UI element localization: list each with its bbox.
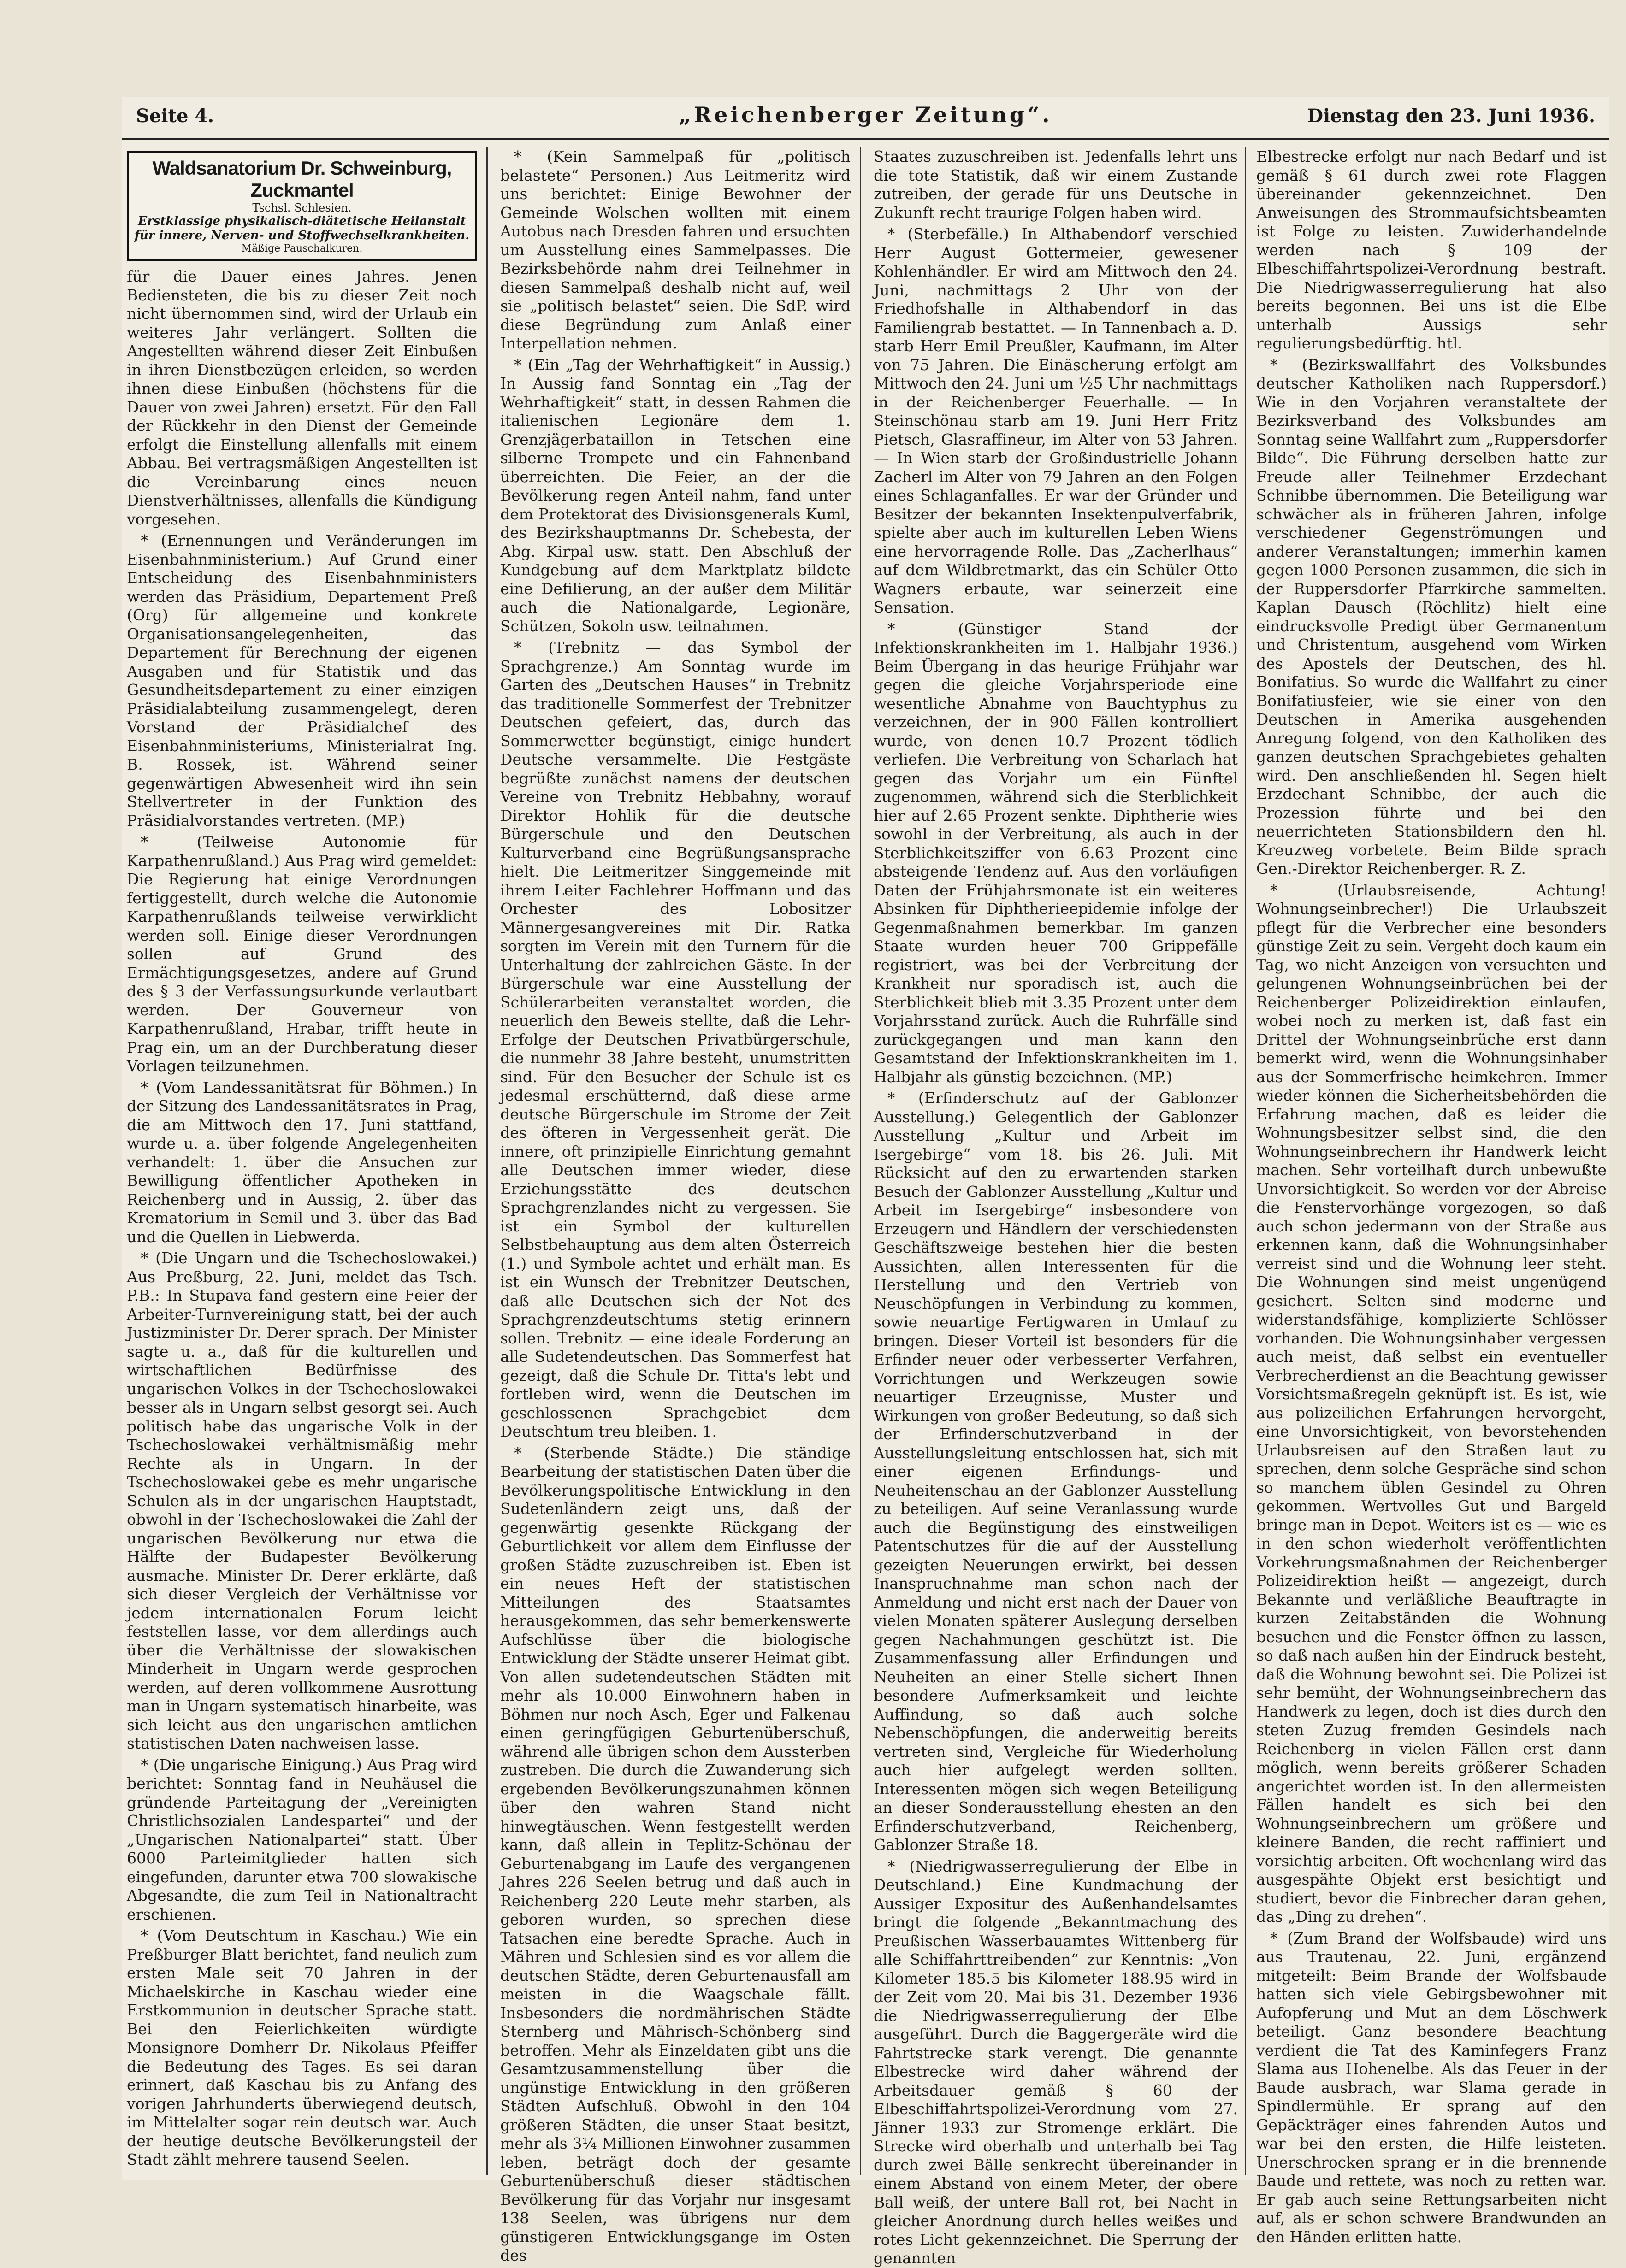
newspaper-title: „Reichenberger Zeitung“.	[679, 102, 1052, 127]
article-paragraph: * (Die Ungarn und die Tschechoslowakei.) Aus Preßburg, 22. Juni, meldet das Tsch. P.B.: In Stupava fand gestern eine Feier der Arbeiter-Turnvereinigung statt, bei der auch Justizminister Dr. Derer sprach. Der Minister sagte u. a., daß für die kulturellen und wirtschaftlichen Bedürfnisse des ungarischen Volkes in der Tschechoslowakei besser als in Ungarn selbst gesorgt sei. Auch politisch habe das ungarische Volk in der Tschechoslowakei verhältnismäßig mehr Rechte als in Ungarn. In der Tschechoslowakei gebe es mehr ungarische Schulen als in der ungarischen Hauptstadt, obwohl in der Tschechoslowakei die Zahl der ungarischen Bevölkerung nur etwa die Hälfte der Budapester Bevölkerung ausmache. Minister Dr. Derer erklärte, daß sich dieser Vergleich der Verhältnisse vor jedem internationalen Forum leicht feststellen lasse, vor dem allerdings auch über die Verhältnisse der slowakischen Minderheit in Ungarn werde gesprochen werden, auf deren vollkommene Ausrottung man in Ungarn systematisch hinarbeite, was sich leicht aus den ungarischen amtlichen statistischen Daten nachweisen lasse.	[127, 1249, 477, 1752]
article-paragraph: * (Vom Deutschtum in Kaschau.) Wie ein Preßburger Blatt berichtet, fand neulich zum ersten Male seit 70 Jahren in der Michaelskirche in Kaschau wieder eine Erstkommunion in deutscher Sprache statt. Bei den Feierlichkeiten würdigte Monsignore Domherr Dr. Nikolaus Pfeiffer die Bedeutung des Tages. Es sei daran erinnert, daß Kaschau bis zu Anfang des vorigen Jahrhunderts überwiegend deutsch, im Mittelalter sogar rein deutsch war. Auch der heutige deutsche Bevölkerungsteil der Stadt zählt mehrere tausend Seelen.	[127, 1926, 477, 2168]
page-number: Seite 4.	[136, 105, 214, 127]
ad-description: Erstklassige physikalisch-diätetische Heilanstalt für innere, Nerven- und Stoffwechselkrankheiten.	[134, 214, 470, 242]
article-paragraph: * (Die ungarische Einigung.) Aus Prag wird berichtet: Sonntag fand in Neuhäusel die gründende Parteitagung der „Vereinigten Christlichsozialen Landespartei“ und der „Ungarischen Nationalpartei“ statt. Über 6000 Parteimitglieder hatten sich eingefunden, darunter etwa 700 slowakische Abgesandte, die zum Teil in Nationaltracht erschienen.	[127, 1755, 477, 1923]
article-paragraph: * (Vom Landessanitätsrat für Böhmen.) In der Sitzung des Landessanitätsrates in Prag, die am Mittwoch den 17. Juni stattfand, wurde u. a. über folgende Angelegenheiten verhandelt: 1. über die Ansuchen zur Bewilligung öffentlicher Apotheken in Reichenberg und in Aussig, 2. über das Krematorium in Semil und 3. über das Bad und die Quellen in Liebwerda.	[127, 1078, 477, 1246]
article-paragraph: * (Niedrigwasserregulierung der Elbe in Deutschland.) Eine Kundmachung der Aussiger Expositur des Außenhandelsamtes bringt die folgende „Bekanntmachung des Preußischen Wasserbauamtes Wittenberg für alle Schiffahrttreibenden“ zur Kenntnis: „Von Kilometer 185.5 bis Kilometer 188.95 wird in der Zeit vom 20. Mai bis 31. Dezember 1936 die Niedrigwasserregulierung der Elbe ausgeführt. Durch die Baggergeräte wird die Fahrtstrecke stark verengt. Die genannte Elbestrecke wird daher während der Arbeitsdauer gemäß § 60 der Elbeschiffahrtspolizei-Verordnung vom 27. Jänner 1933 zur Stromenge erklärt. Die Strecke wird oberhalb und unterhalb bei Tag durch zwei Bälle senkrecht übereinander in einem Abstand von einem Meter, der obere Ball weiß, der untere Ball rot, bei Nacht in gleicher Anordnung durch helles weißes und rotes Licht gekennzeichnet. Die Sperrung der genannten	[874, 1857, 1238, 2267]
column-1	[127, 147, 477, 2175]
article-paragraph: * (Ernennungen und Veränderungen im Eisenbahnministerium.) Auf Grund einer Entscheidung des Eisenbahnministers werden das Präsidium, Departement Preß (Org) für allgemeine und konkrete Organisationsangelegenheiten, das Departement für Berechnung der eigenen Ausgaben und für Statistik und das Gesundheitsdepartement zu einer einzigen Präsidialabteilung zusammengelegt, deren Vorstand der Präsidialchef des Eisenbahnministeriums, Ministerialrat Ing. B. Rossek, ist. Während seiner gegenwärtigen Abwesenheit wird ihn sein Stellvertreter in der Funktion des Präsidialvorstandes vertreten. (MP.)	[127, 531, 477, 830]
article-paragraph: * (Ein „Tag der Wehrhaftigkeit“ in Aussig.) In Aussig fand Sonntag ein „Tag der Wehrhaftigkeit“ statt, in dessen Rahmen die italienischen Legionäre dem 1. Grenzjägerbataillon in Tetschen eine silberne Trompete und ein Fahnenband überreichten. Die Feier, an der die Bevölkerung regen Anteil nahm, fand unter dem Protektorat des Divisionsgenerals Kuml, des Bezirkshauptmanns Dr. Schebesta, der Abg. Kirpal usw. statt. Den Abschluß der Kundgebung auf dem Marktplatz bildete eine Defilierung, an der außer dem Militär auch die Nationalgarde, Legionäre, Schützen, Sokoln usw. teilnahmen.	[500, 355, 851, 635]
article-paragraph: Staates zuzuschreiben ist. Jedenfalls lehrt uns die tote Statistik, daß wir einem Zustande zutreiben, der gerade für uns Deutsche in Zukunft recht traurige Folgen haben wird.	[874, 147, 1238, 222]
article-paragraph: * (Trebnitz — das Symbol der Sprachgrenze.) Am Sonntag wurde im Garten des „Deutschen Hauses“ in Trebnitz das traditionelle Sommerfest der Trebnitzer Deutschen gefeiert, das, durch das Sommerwetter begünstigt, einige hundert Deutsche versammelte. Die Festgäste begrüßte zunächst namens der deutschen Vereine von Trebnitz Hebbahny, worauf Direktor Hohlik für die deutsche Bürgerschule und den Deutschen Kulturverband eine Begrüßungsansprache hielt. Die Leitmeritzer Singgemeinde mit ihrem Leiter Fachlehrer Hoffmann und das Orchester des Lobositzer Männergesangvereines mit Dir. Ratka sorgten im Verein mit den Turnern für die Unterhaltung der zahlreichen Gäste. In der Bürgerschule war eine Ausstellung der Schülerarbeiten veranstaltet worden, die neuerlich den Beweis stellte, daß die Lehr-Erfolge der Deutschen Privatbürgerschule, die nunmehr 38 Jahre besteht, unumstritten sind. Für den Besucher der Schule ist es jedesmal erschütternd, daß diese arme deutsche Bürgerschule im Strome der Zeit des öfteren in Vergessenheit gerät. Die innere, oft prinzipielle Einrichtung gemahnt alle Deutschen immer wieder, diese Erziehungsstätte des deutschen Sprachgrenzlandes nicht zu vergessen. Sie ist ein Symbol der kulturellen Selbstbehauptung aus dem alten Österreich (1.) und Symbole achtet und erhält man. Es ist ein Wunsch der Trebnitzer Deutschen, daß alle Deutschen sich der Not des Sprachgrenzdeutschtums stetig erinnern sollen. Trebnitz — eine ideale Forderung an alle Sudetendeutschen. Das Sommerfest hat gezeigt, daß die Schule Dr. Titta's lebt und fortleben wird, wenn die Deutschen im geschlossenen Sprachgebiet dem Deutschtum treu bleiben. 1.	[500, 638, 851, 1440]
newspaper-page	[122, 97, 1609, 2267]
article-paragraph: Elbestrecke erfolgt nur nach Bedarf und ist gemäß § 61 durch zwei rote Flaggen übereinander gekennzeichnet. Den Anweisungen des Strommaufsichtsbeamten ist Folge zu leisten. Zuwiderhandelnde werden nach § 109 der Elbeschiffahrtspolizei-Verordnung bestraft. Die Niedrigwasserregulierung hat also bereits begonnen. Bei uns ist die Elbe unterhalb Aussigs sehr regulierungsbedürftig. htl.	[1256, 147, 1607, 352]
column-divider	[860, 147, 861, 2175]
column-3	[874, 147, 1238, 2267]
article-paragraph: * (Sterbefälle.) In Althabendorf verschied Herr August Gottermeier, gewesener Kohlenhändler. Er wird am Mittwoch den 24. Juni, nachmittags 2 Uhr von der Friedhofshalle in Althabendorf in das Familiengrab bestattet. — In Tannenbach a. D. starb Herr Emil Preußler, Kaufmann, im Alter von 75 Jahren. Die Einäscherung erfolgt am Mittwoch den 24. Juni um ½5 Uhr nachmittags in der Reichenberger Feuerhalle. — In Steinschönau starb am 19. Juni Herr Fritz Pietsch, Glasraffineur, im Alter von 53 Jahren. — In Wien starb der Großindustrielle Johann Zacherl im Alter von 79 Jahren an den Folgen eines Schlaganfalles. Er war der Gründer und Besitzer der bekannten Insektenpulverfabrik, spielte aber auch im kulturellen Leben Wiens eine hervorragende Rolle. Das „Zacherlhaus“ auf dem Wildbretmarkt, das ein Schüler Otto Wagners erbaute, war seinerzeit eine Sensation.	[874, 225, 1238, 616]
article-paragraph: für die Dauer eines Jahres. Jenen Bediensteten, die bis zu dieser Zeit noch nicht übernommen sind, wird der Urlaub ein weiteres Jahr verlängert. Sollten die Angestellten während dieser Zeit Einbußen in ihren Dienstbezügen erleiden, so werden ihnen diese Einbußen (höchstens für die Dauer von zwei Jahren) ersetzt. Für den Fall der Rückkehr in den Dienst der Gemeinde erfolgt die Einstellung allenfalls mit einem Abbau. Bei vertragsmäßigen Angestellten ist die Vereinbarung eines neuen Dienstverhältnisses, allenfalls die Kündigung vorgesehen.	[127, 267, 477, 528]
article-paragraph: * (Urlaubsreisende, Achtung! Wohnungseinbrecher!) Die Urlaubszeit pflegt für die Verbrecher eine besonders günstige Zeit zu sein. Vergeht doch kaum ein Tag, wo nicht Anzeigen von versuchten und gelungenen Wohnungseinbrüchen bei der Reichenberger Polizeidirektion einlaufen, wobei noch zu merken ist, daß fast ein Drittel der Wohnungseinbrüche erst dann bemerkt wird, wenn die Wohnungsinhaber aus der Sommerfrische heimkehren. Immer wieder können die Sicherheitsbehörden die Erfahrung machen, daß es leider die Wohnungsbesitzer selbst sind, die den Wohnungseinbrechern ihr Handwerk leicht machen. Sehr vorteilhaft durch unbewußte Unvorsichtigkeit. So werden vor der Abreise die Fenstervorhänge vorgezogen, so daß auch schon jedermann von der Straße aus erkennen kann, daß die Wohnungsinhaber verreist sind und die Wohnung leer steht. Die Wohnungen sind meist ungenügend gesichert. Selten sind moderne und widerstandsfähige, komplizierte Schlösser vorhanden. Die Wohnungsinhaber vergessen auch meist, daß selbst ein eventueller Verbrecherdienst an die Beachtung gewisser Vorsichtsmaßregeln geknüpft ist. Es ist, wie aus polizeilichen Erfahrungen hervorgeht, eine Unvorsichtigkeit, von bevorstehenden Urlaubsreisen auf den Straßen laut zu sprechen, denn solche Gespräche sind schon so manchem üblen Gesindel zu Ohren gekommen. Wertvolles Gut und Bargeld bringe man in Depot. Weiters ist es — wie es in den schon wiederholt veröffentlichten Vorkehrungsmaßnahmen der Reichenberger Polizeidirektion heißt — angezeigt, durch Bekannte und verläßliche Beauftragte in kurzen Zeitabständen die Wohnung besuchen und die Fenster öffnen zu lassen, so daß nach außen hin der Eindruck besteht, daß die Wohnung bewohnt sei. Die Polizei ist sehr bemüht, der Wohnungseinbrechern das Handwerk zu legen, doch ist dies durch den steten Zuzug fremden Gesindels nach Reichenberg in vielen Fällen erst dann möglich, wenn bereits größerer Schaden angerichtet worden ist. In den allermeisten Fällen handelt es sich bei den Wohnungseinbrechern um größere und kleinere Banden, die recht raffiniert und vorsichtig arbeiten. Oft wochenlang wird das ausgespähte Objekt erst besichtigt und studiert, bevor die Einbrecher daran gehen, das „Ding zu drehen“.	[1256, 881, 1607, 1926]
article-paragraph: * (Teilweise Autonomie für Karpathenrußland.) Aus Prag wird gemeldet: Die Regierung hat einige Verordnungen fertiggestellt, durch welche die Autonomie Karpathenrußlands teilweise verwirklicht werden soll. Einige dieser Verordnungen sollen auf Grund des Ermächtigungsgesetzes, andere auf Grund des § 3 der Verfassungsurkunde verlautbart werden. Der Gouverneur von Karpathenrußland, Hrabar, trifft heute in Prag ein, um an der Durchberatung dieser Vorlagen teilzunehmen.	[127, 833, 477, 1075]
column-2	[500, 147, 851, 2264]
article-paragraph: * (Bezirkswallfahrt des Volksbundes deutscher Katholiken nach Ruppersdorf.) Wie in den Vorjahren veranstaltete der Bezirksverband des Volksbundes am Sonntag seine Wallfahrt zum „Ruppersdorfer Bilde“. Die Führung derselben hatte zur Freude aller Teilnehmer Erzdechant Schnibbe übernommen. Die Beteiligung war schwächer als in früheren Jahren, infolge verschiedener Gegenströmungen und anderer Veranstaltungen; immerhin kamen gegen 1000 Personen zusammen, die sich in der Ruppersdorfer Pfarrkirche sammelten. Kaplan Dausch (Röchlitz) hielt eine eindrucksvolle Predigt über Germanentum und Christentum, ausgehend vom Wirken des Apostels der Deutschen, des hl. Bonifatius. So wurde die Wallfahrt zu einer Bonifatiusfeier, wie sie einer von den Deutschen in Amerika ausgehenden Anregung folgend, von den Katholiken des ganzen deutschen Sprachgebietes gehalten wird. Den anschließenden hl. Segen hielt Erzdechant Schnibbe, der auch die Prozession führte und bei den neuerrichteten Stationsbildern den hl. Kreuzweg vorbetete. Beim Bilde sprach Gen.-Direktor Reichenberger. R. Z.	[1256, 355, 1607, 878]
page-header	[122, 97, 1609, 140]
article-paragraph: * (Zum Brand der Wolfsbaude) wird uns aus Trautenau, 22. Juni, ergänzend mitgeteilt: Beim Brande der Wolfsbaude hatten sich viele Gebirgsbewohner mit Aufopferung und Mut an dem Löschwerk beteiligt. Ganz besondere Beachtung verdient die Tat des Kaminfegers Franz Slama aus Hohenelbe. Als das Feuer in der Baude ausbrach, war Slama gerade in Spindlermühle. Er sprang auf den Gepäckträger eines fahrenden Autos und war bei den ersten, die Hilfe leisteten. Unerschrocken sprang er in die brennende Baude und rettete, was noch zu retten war. Er gab auch seine Rettungsarbeiten nicht auf, als er schon schwere Brandwunden an den Händen erlitten hatte.	[1256, 1929, 1607, 2246]
ad-title: Waldsanatorium Dr. Schweinburg, Zuckmantel	[152, 157, 452, 201]
sanatorium-advertisement	[127, 151, 477, 261]
article-columns	[122, 147, 1609, 2267]
article-paragraph: * (Günstiger Stand der Infektionskrankheiten im 1. Halbjahr 1936.) Beim Übergang in das heurige Frühjahr war gegen die gleiche Vorjahrsperiode eine wesentliche Abnahme von Bauchtyphus zu verzeichnen, der in 900 Fällen kontrolliert wurde, von denen 10.7 Prozent tödlich verliefen. Die Verbreitung von Scharlach hat gegen das Vorjahr um ein Fünftel zugenommen, während sich die Sterblichkeit hier auf 2.65 Prozent senkte. Diphtherie wies sowohl in der Verbreitung, als auch in der Sterblichkeitsziffer von 6.63 Prozent eine absteigende Tendenz auf. Aus den vorläufigen Daten der Frühjahrsmonate ist ein weiteres Absinken für Diphtherieepidemie infolge der Gegenmaßnahmen bemerkbar. Im ganzen Staate wurden heuer 700 Grippefälle registriert, was bei der Verbreitung der Krankheit nur sporadisch ist, auch die Sterblichkeit blieb mit 3.35 Prozent unter dem Vorjahrsstand zurück. Auch die Ruhrfälle sind zurückgegangen und man kann den Gesamtstand der Infektionskrankheiten im 1. Halbjahr als günstig bezeichnen. (MP.)	[874, 619, 1238, 1086]
article-paragraph: * (Sterbende Städte.) Die ständige Bearbeitung der statistischen Daten über die Bevölkerungspolitische Entwicklung in den Sudetenländern zeigt uns, daß der gegenwärtig gesenkte Rückgang der Geburtlichkeit vor allem dem Einflusse der großen Städte zuzuschreiben ist. Eben ist ein neues Heft der statistischen Mitteilungen des Staatsamtes herausgekommen, das sehr bemerkenswerte Aufschlüsse über die biologische Entwicklung der Städte unserer Heimat gibt. Von allen sudetendeutschen Städten mit mehr als 10.000 Einwohnern haben in Böhmen nur noch Asch, Eger und Falkenau einen geringfügigen Geburtenüberschuß, während alle übrigen schon dem Aussterben zustreben. Die durch die Zuwanderung sich ergebenden Bevölkerungszunahmen können über den wahren Stand nicht hinwegtäuschen. Wenn festgestellt werden kann, daß allein in Teplitz-Schönau der Geburtenabgang im Laufe des vergangenen Jahres 226 Seelen betrug und daß auch in Reichenberg 220 Leute mehr starben, als geboren wurden, so sprechen diese Tatsachen eine beredte Sprache. Auch in Mähren und Schlesien sind es vor allem die deutschen Städte, deren Geburtenausfall am meisten in die Waagschale fällt. Insbesonders die nordmährischen Städte Sternberg und Mährisch-Schönberg sind betroffen. Mehr als Einzeldaten gibt uns die Gesamtzusammenstellung über die ungünstige Entwicklung in den größeren Städten Aufschluß. Obwohl in den 104 größeren Städten, die unser Staat besitzt, mehr als 3¼ Millionen Einwohner zusammen leben, beträgt doch der gesamte Geburtenüberschuß dieser städtischen Bevölkerung für das Vorjahr nur insgesamt 138 Seelen, was übrigens nur dem günstigeren Entwicklungsgange im Osten des	[500, 1443, 851, 2264]
column-divider	[486, 147, 488, 2175]
article-paragraph: * (Erfinderschutz auf der Gablonzer Ausstellung.) Gelegentlich der Gablonzer Ausstellung „Kultur und Arbeit im Isergebirge“ vom 18. bis 26. Juli. Mit Rücksicht auf den zu erwartenden starken Besuch der Gablonzer Ausstellung „Kultur und Arbeit im Isergebirge“ insbesondere von Erzeugern und Händlern der verschiedensten Geschäftszweige bestehen hier die besten Aussichten, allen Interessenten für die Herstellung und den Vertrieb von Neuschöpfungen in Verbindung zu kommen, sowie neuartige Fertigwaren in Umlauf zu bringen. Dieser Vorteil ist besonders für die Erfinder neuer oder verbesserter Verfahren, Vorrichtungen und Werkzeugen sowie neuartiger Erzeugnisse, Muster und Wirkungen von großer Bedeutung, so daß sich der Erfinderschutzverband in der Ausstellungsleitung entschlossen hat, sich mit einer eigenen Erfindungs- und Neuheitenschau an der Gablonzer Ausstellung zu beteiligen. Auf seine Veranlassung wurde auch die Begünstigung des einstweiligen Patentschutzes für die auf der Ausstellung gezeigten Neuerungen erwirkt, bei dessen Inanspruchnahme man schon nach der Anmeldung und nicht erst nach der Dauer von vielen Monaten späterer Auslegung derselben gegen Nachahmungen geschützt ist. Die Zusammenfassung aller Erfindungen und Neuheiten an einer Stelle sichert Ihnen besondere Aufmerksamkeit und leichte Auffindung, so daß auch solche Nebenschöpfungen, die anderweitig bereits vertreten sind, Vergleiche für Wiederholung auch hier aufgelegt werden sollten. Interessenten mögen sich wegen Beteiligung an dieser Sonderausstellung ehesten an den Erfinderschutzverband, Reichenberg, Gablonzer Straße 18.	[874, 1089, 1238, 1854]
ad-pricing: Mäßige Pauschalkuren.	[241, 243, 363, 254]
column-4	[1256, 147, 1607, 2246]
article-paragraph: * (Kein Sammelpaß für „politisch belastete“ Personen.) Aus Leitmeritz wird uns berichtet: Einige Bewohner der Gemeinde Wolschen wollten mit einem Autobus nach Dresden fahren und ersuchten um Ausstellung eines Sammelpasses. Die Bezirksbehörde nahm drei Teilnehmer in diesen Sammelpaß deshalb nicht auf, weil sie „politisch belastet“ seien. Die SdP. wird diese Begründung zum Anlaß einer Interpellation nehmen.	[500, 147, 851, 352]
column-divider	[1245, 147, 1246, 2175]
issue-date: Dienstag den 23. Juni 1936.	[1307, 105, 1595, 127]
ad-location: Tschsl. Schlesien.	[252, 201, 352, 214]
